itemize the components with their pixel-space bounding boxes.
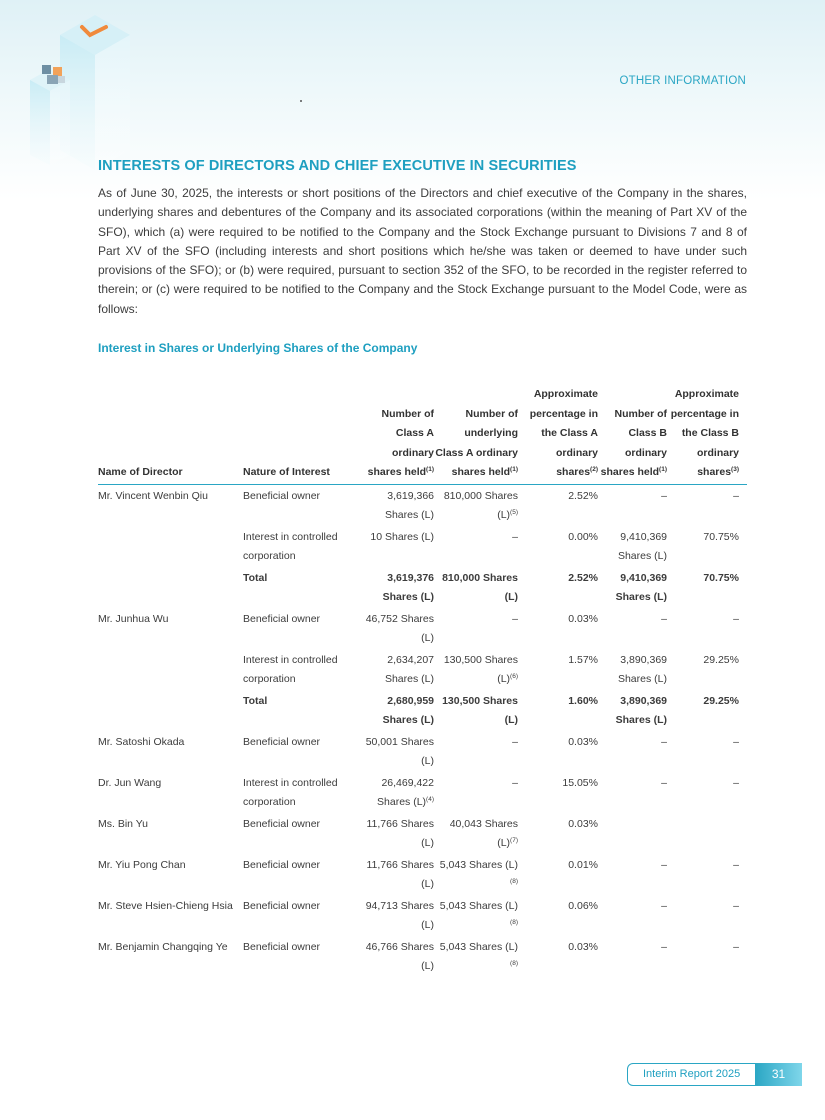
cell-name [98, 690, 243, 731]
cell-nature: Interest in controlled corporation [243, 530, 338, 562]
table-row [98, 484, 747, 526]
cell-underlying: – [512, 735, 518, 748]
cell-name [98, 526, 243, 567]
cell-name: Mr. Vincent Wenbin Qiu [98, 489, 208, 502]
cell-pctB: – [733, 612, 739, 625]
cell-pctA: 0.03% [568, 735, 598, 748]
cell-classB: 9,410,369 Shares (L) [617, 530, 667, 562]
cell-name: Mr. Yiu Pong Chan [98, 858, 186, 871]
cell-pctA: 2.52% [568, 571, 598, 584]
cell-underlying: 5,043 Shares $(L)^{(8)}$ [439, 899, 518, 926]
table-row [98, 813, 747, 854]
cell-name: Dr. Jun Wang [98, 776, 162, 789]
table-row [98, 895, 747, 936]
cell-nature: Beneficial owner [243, 940, 321, 953]
table-header-row [98, 385, 747, 484]
cell-pctB: – [733, 776, 739, 789]
cell-pctA: 0.06% [568, 899, 598, 912]
cell-name: Mr. Junhua Wu [98, 612, 169, 625]
cell-name: Ms. Bin Yu [98, 817, 148, 830]
table-row [98, 526, 747, 567]
intro-paragraph: As of June 30, 2025, the interests or short positions of the Directors and chief executive of the Company in the shares, underlying shares and debentures of the Company and its associated corporations (within the meaning of Part XV of the SFO), which (a) were required to be notified to the Company and the Stock Exchange pursuant to Divisions 7 and 8 of Part XV of the SFO (including interests and short positions which he/she was taken or deemed to have under such provisions of the SFO); or (b) were required, pursuant to section 352 of the SFO, to be recorded in the register referred to therein; or (c) were required to be notified to the Company and the Stock Exchange pursuant to the Model Code, were as follows: [98, 186, 747, 316]
cell-classA: 3,619,366 Shares (L) [384, 489, 434, 521]
header-pctB: Approximate percentage in the Class B ordinary shares$^{(3)}$ [667, 385, 747, 484]
cell-pctB: 29.25% [703, 653, 739, 666]
cell-pctB: 70.75% [703, 571, 739, 584]
cell-name [98, 649, 243, 690]
cell-classB [598, 813, 667, 854]
header-underlying: Number of underlying Class A ordinary shares held$^{(1)}$ [434, 385, 518, 484]
cell-pctA: 1.57% [568, 653, 598, 666]
table-row [98, 608, 747, 649]
cell-underlying: 810,000 Shares (L) [442, 571, 518, 603]
cell-nature: Beneficial owner [243, 489, 321, 502]
cell-pctB: 29.25% [703, 694, 739, 707]
cell-underlying: – [512, 776, 518, 789]
stray-dot [300, 100, 302, 102]
cell-pctB: 70.75% [703, 530, 739, 543]
director-interests-table [98, 385, 747, 977]
page-footer [627, 1063, 802, 1086]
cell-classB: 3,890,369 Shares (L) [617, 653, 667, 685]
cell-pctA: 0.00% [568, 530, 598, 543]
report-name: Interim Report 2025 [643, 1068, 741, 1080]
header-classB: Number of Class B ordinary shares held$^{(1)}$ [598, 385, 667, 484]
header-pctA: Approximate percentage in the Class A ordinary shares$^{(2)}$ [518, 385, 598, 484]
cell-classA: 2,680,959 Shares (L) [382, 694, 434, 726]
cell-underlying: 130,500 Shares (L) [442, 694, 518, 726]
cell-pctB: – [733, 899, 739, 912]
cell-pctB: – [733, 735, 739, 748]
table-row [98, 936, 747, 977]
cell-classB: – [661, 489, 667, 502]
cell-pctA: 0.01% [568, 858, 598, 871]
cell-pctB: – [733, 489, 739, 502]
cell-underlying: – [512, 612, 518, 625]
cell-underlying: 5,043 Shares $(L)^{(8)}$ [439, 858, 518, 885]
cell-nature: Beneficial owner [243, 858, 321, 871]
cell-nature: Beneficial owner [243, 899, 321, 912]
cell-classA: 3,619,376 Shares (L) [382, 571, 434, 603]
cell-classB: – [661, 899, 667, 912]
cell-classB: 9,410,369 Shares (L) [615, 571, 667, 603]
cell-underlying: 40,043 Shares $(L)^{(7)}$ [449, 817, 518, 849]
cell-name: Mr. Benjamin Changqing Ye [98, 940, 228, 953]
page-number: 31 [755, 1063, 802, 1086]
cell-classA: 11,766 Shares (L) [366, 858, 434, 890]
table-row [98, 731, 747, 772]
cell-nature: Total [243, 694, 268, 707]
running-header: OTHER INFORMATION [619, 75, 746, 87]
cell-nature: Beneficial owner [243, 817, 321, 830]
cell-pctB [667, 813, 747, 854]
cell-nature: Interest in controlled corporation [243, 653, 338, 685]
cell-pctA: 1.60% [568, 694, 598, 707]
section-title: INTERESTS OF DIRECTORS AND CHIEF EXECUTIVE IN SECURITIES [98, 158, 577, 174]
decorative-building-graphic [20, 5, 170, 175]
table-row [98, 649, 747, 690]
cell-classB: – [661, 776, 667, 789]
cell-nature: Beneficial owner [243, 735, 321, 748]
cell-nature: Total [243, 571, 268, 584]
cell-pctA: 2.52% [568, 489, 598, 502]
cell-classA: 11,766 Shares (L) [366, 817, 434, 849]
cell-pctA: 0.03% [568, 817, 598, 830]
cell-classB: – [661, 940, 667, 953]
cell-classB: – [661, 858, 667, 871]
cell-nature: Interest in controlled corporation [243, 776, 338, 808]
table-body [98, 484, 747, 977]
table-row [98, 772, 747, 813]
header-name: Name of Director [98, 385, 243, 484]
cell-classA: 2,634,207 Shares (L) [384, 653, 434, 685]
table-row [98, 567, 747, 608]
cell-name: Mr. Steve Hsien-Chieng Hsia [98, 899, 233, 912]
cell-classA: 94,713 Shares (L) [365, 899, 434, 931]
cell-underlying: 5,043 Shares $(L)^{(8)}$ [439, 940, 518, 967]
cell-pctB: – [733, 858, 739, 871]
cell-pctB: – [733, 940, 739, 953]
cell-underlying: 810,000 Shares $(L)^{(5)}$ [443, 489, 518, 521]
table-row [98, 690, 747, 731]
cell-classA: 50,001 Shares (L) [365, 735, 434, 767]
cell-nature: Beneficial owner [243, 612, 321, 625]
table-row [98, 854, 747, 895]
cell-classB: 3,890,369 Shares (L) [615, 694, 667, 726]
cell-classB: – [661, 612, 667, 625]
cell-classA: 46,766 Shares (L) [365, 940, 434, 972]
cell-name: Mr. Satoshi Okada [98, 735, 185, 748]
cell-name [98, 567, 243, 608]
table-subtitle: Interest in Shares or Underlying Shares of the Company [98, 341, 418, 355]
cell-classA: 26,469,422 Shares $(L)^{(4)}$ [377, 776, 434, 808]
cell-classA: 10 Shares (L) [370, 530, 434, 543]
cell-classB: – [661, 735, 667, 748]
cell-pctA: 0.03% [568, 940, 598, 953]
cell-underlying: 130,500 Shares $(L)^{(6)}$ [443, 653, 518, 685]
header-nature: Nature of Interest [243, 385, 358, 484]
header-classA: Number of Class A ordinary shares held$^{(1)}$ [358, 385, 434, 484]
cell-pctA: 15.05% [562, 776, 598, 789]
cell-pctA: 0.03% [568, 612, 598, 625]
cell-underlying: – [512, 530, 518, 543]
cell-classA: 46,752 Shares (L) [365, 612, 434, 644]
